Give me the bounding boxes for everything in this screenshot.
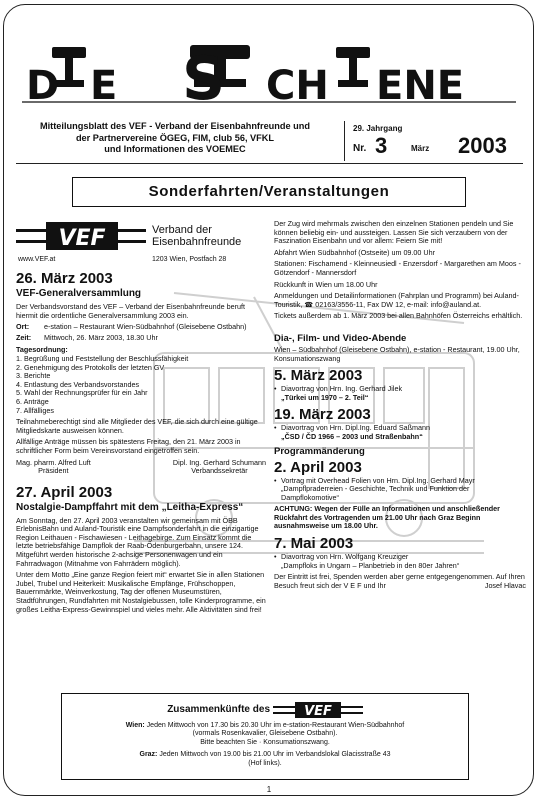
signer-role: Verbandssekretär [191,466,248,476]
location-row [16,323,266,332]
time-row [16,334,266,343]
org-name: Verband der Eisenbahnfreunde [152,224,242,248]
talk-title: „Türkei um 1970 – 2. Teil“ [281,392,369,402]
newsletter-page [3,4,534,796]
event-title: Nostalgie-Dampffahrt mit dem „Leitha-Express“ [16,501,244,513]
left-column [16,220,266,617]
issue-month: März [411,144,430,153]
vef-address: 1203 Wien, Postfach 28 [152,256,227,263]
time-value: Mittwoch, 26. März 2003, 18.30 Uhr [44,332,158,342]
event-title: VEF-Generalversammlung [16,288,142,299]
masthead-subtitle [16,121,334,156]
signatures [16,459,266,476]
list-item: 4. Entlastung des Verbandsvorstandes [16,379,140,389]
signer-role: Präsident [38,466,69,476]
vef-logo-text: VEF [58,226,106,251]
svg-text:CH: CH [266,63,329,109]
event-date: 2. April 2003 [274,458,362,476]
meeting-text: (Hof links). [248,759,282,767]
departure: Abfahrt Wien Südbahnhof (Ostseite) um 09.00 Uhr [274,247,436,257]
subtitle-line: und Informationen des VOEMEC [104,144,246,154]
vef-header [16,220,266,266]
meeting-city: Graz: [139,751,158,759]
vef-url[interactable]: www.VEF.at [18,256,56,263]
divider [344,121,345,161]
list-item: 7. Allfälliges [16,405,54,415]
svg-text:S: S [182,44,226,114]
paragraph: Der Verbandsvorstand des VEF – Verband der Eisenbahnfreunde beruft hiermit die ordentliche Generalversammlung 2003 ein. [16,302,245,320]
list-item: • Diavortrag von Hrn. Wolfgang Kreuziger [274,553,526,562]
paragraph: Der Zug wird mehrmals zwischen den einzelnen Stationen pendeln und Sie können beliebig ein- und aussteigen. Lassen Sie sich verzaubern von der Faszination Eisenbahn und vor allem: Feiern Sie mit! [274,219,514,246]
svg-text:ENE: ENE [376,63,465,109]
list-item: • Diavortrag von Hrn. Dipl.Ing. Eduard Saßmann [274,424,526,433]
svg-text:D: D [26,63,60,109]
meetings-box [61,693,469,780]
agenda-title: Tagesordnung: [16,345,68,355]
issue-year: 2003 [458,133,507,158]
section-heading: Dia-, Film- und Video-Abende [274,332,407,344]
event-date: 26. März 2003 [16,270,113,287]
subtitle-line: Mitteilungsblatt des VEF - Verband der Eisenbahnfreunde und [39,121,311,131]
list-item: • Diavortrag von Hrn. Ing. Gerhard Jilek [274,385,526,394]
paragraph: Teilnahmeberechtigt sind alle Mitglieder des VEF, die sich durch eine gültige Mitgliedskarte ausweisen können. [16,417,258,435]
event-date: 19. März 2003 [274,406,371,424]
signature-left [16,459,91,476]
time-label: Zeit: [16,332,32,342]
list-item: 6. Anträge [16,396,49,406]
stations: Stationen: Fischamend - Kleinneusiedl - Enzersdorf - Margarethen am Moos - Götzendorf - Mannersdorf [274,259,521,277]
event-date: 5. März 2003 [274,367,363,385]
closing-text: Der Eintritt ist frei, Spenden werden aber gerne entgegengenommen. Auf Ihren Besuch freut sich der V E F und Ihr [274,572,525,590]
meeting-city: Wien: [125,722,145,729]
list-item: 5. Wahl der Rechnungsprüfer für ein Jahr [16,388,148,398]
meeting-wien [62,722,468,747]
masthead-logo [4,5,534,123]
meeting-graz [62,751,468,768]
list-item: 3. Berichte [16,371,51,381]
vef-logo-text: VEF [303,704,332,718]
svg-text:E: E [90,63,118,109]
issue-info [353,121,528,161]
agenda-list [16,355,266,415]
meeting-text: Bitte beachten Sie · Konsumationszwang. [200,738,330,746]
volume-label: 29. Jahrgang [353,124,403,133]
event-date: 27. April 2003 [16,483,113,501]
closing [274,573,526,590]
vef-logo [273,702,363,718]
paragraph: Unter dem Motto „Eine ganze Region feiert mit“ erwartet Sie in allen Stationen Jubel, Trubel und Heiterkeit: Musikalische Empfänge, Frühschoppen, Bauernmärkte, Weinverkostung, Tag der offenen Museumstüren, Stadtführungen, Rundfahrten mit Nostalgiebussen, tolle Kinderprogramme, ein großes Leitha-Express-Gewinnspiel und vieles mehr. Alle Aktivitäten sind frei! [16,570,266,614]
paragraph: Am Sonntag, den 27. April 2003 veranstalten wir gemeinsam mit ÖBB ErlebnisBahn und Auland-Touristik eine Dampfsonderfahrt in die einzigartige Region Leithauen - Fischawiesen - Leithagebirge. Zum Einsatz kommt die letzte betriebsfähige Dampflok der Raab-Ödenburgerbahn, unsere 124. Mitgeführt werden historische 2-achsige Personenwagen und ein Fahrradwagon (Mitnahme von Fahrrädern möglich). [16,515,259,568]
signature-right [173,459,266,476]
meetings-title [62,702,468,718]
program-change-label: Programmänderung [274,445,365,457]
event-date: 7. Mai 2003 [274,535,354,553]
divider [16,163,523,164]
section-banner: Sonderfahrten/Veranstaltungen [72,177,466,207]
location-label: Ort: [16,322,30,332]
tickets: Tickets außerdem ab 1. März 2003 bei allen Bahnhöfen Österreichs erhältlich. [274,311,523,321]
masthead [4,5,533,123]
location-value: e-station – Restaurant Wien-Südbahnhof (Gleisebene Ostbahn) [44,322,247,332]
vef-logo [16,220,146,252]
list-item: 2. Genehmigung des Protokolls der letzten GV [16,362,165,372]
meeting-text: Jeden Mittwoch von 17.30 bis 20.30 Uhr im e-station-Restaurant Wien-Südbahnhof [146,722,405,729]
paragraph: Allfällige Anträge müssen bis spätestens Freitag, den 21. März 2003 in schriftlicher Form beim Vereinsvorstand eingetroffen sein. [16,437,241,455]
right-column [274,220,526,593]
list-item: • Vortrag mit Overhead Folien von Hrn. Dipl.Ing. Gerhard Mayr „Dampflpraderreien - Geschichte, Technik und Funktion der Dampflokomotive“ [274,477,526,503]
venue: Wien – Südbahnhof (Gleisebene Ostbahn), e-station - Restaurant, 19.00 Uhr, Konsumationszwang [274,344,520,363]
talk-title: „Dampfloks in Ungarn – Planbetrieb in den 80er Jahren“ [281,560,460,570]
meeting-text: Jeden Mittwoch von 19.00 bis 21.00 Uhr im Verbandslokal Glacisstraße 43 [159,751,391,759]
meetings-title-text: Zusammenkünfte des [167,703,271,715]
closing-name: Josef Hlavac [484,580,526,590]
list-item: 1. Begrüßung und Feststellung der Beschlussfähigkeit [16,353,189,363]
subtitle-line: der Partnervereine ÖGEG, FIM, club 56, VFKL [75,132,275,143]
signer-name: Dipl. Ing. Gerhard Schumann [172,457,266,467]
return: Rückkunft in Wien um 18.00 Uhr [274,279,378,289]
issue-number: 3 [375,133,388,158]
page-number: 1 [266,785,272,794]
registration: Anmeldungen und Detailinformationen (Fahrplan und Programm) bei Auland-Touristik, ☎ 02163/3556-11, Fax DW 12, e-mail: info@auland.at. [274,291,519,309]
signer-name: Mag. pharm. Alfred Luft [16,457,91,467]
notice: ACHTUNG: Wegen der Fülle an Informationen und anschließender Rückfahrt des Vortragenden um 21.00 Uhr nach Graz Beginn ausnahmsweise um 18.00 Uhr. [274,504,500,531]
issue-number-label: Nr. [353,143,367,154]
talk-title: „ČSD / ČD 1966 – 2003 und Straßenbahn“ [281,431,423,441]
meeting-text: (vormals Rosenkavalier, Gleisebene Ostbahn). [192,730,338,738]
